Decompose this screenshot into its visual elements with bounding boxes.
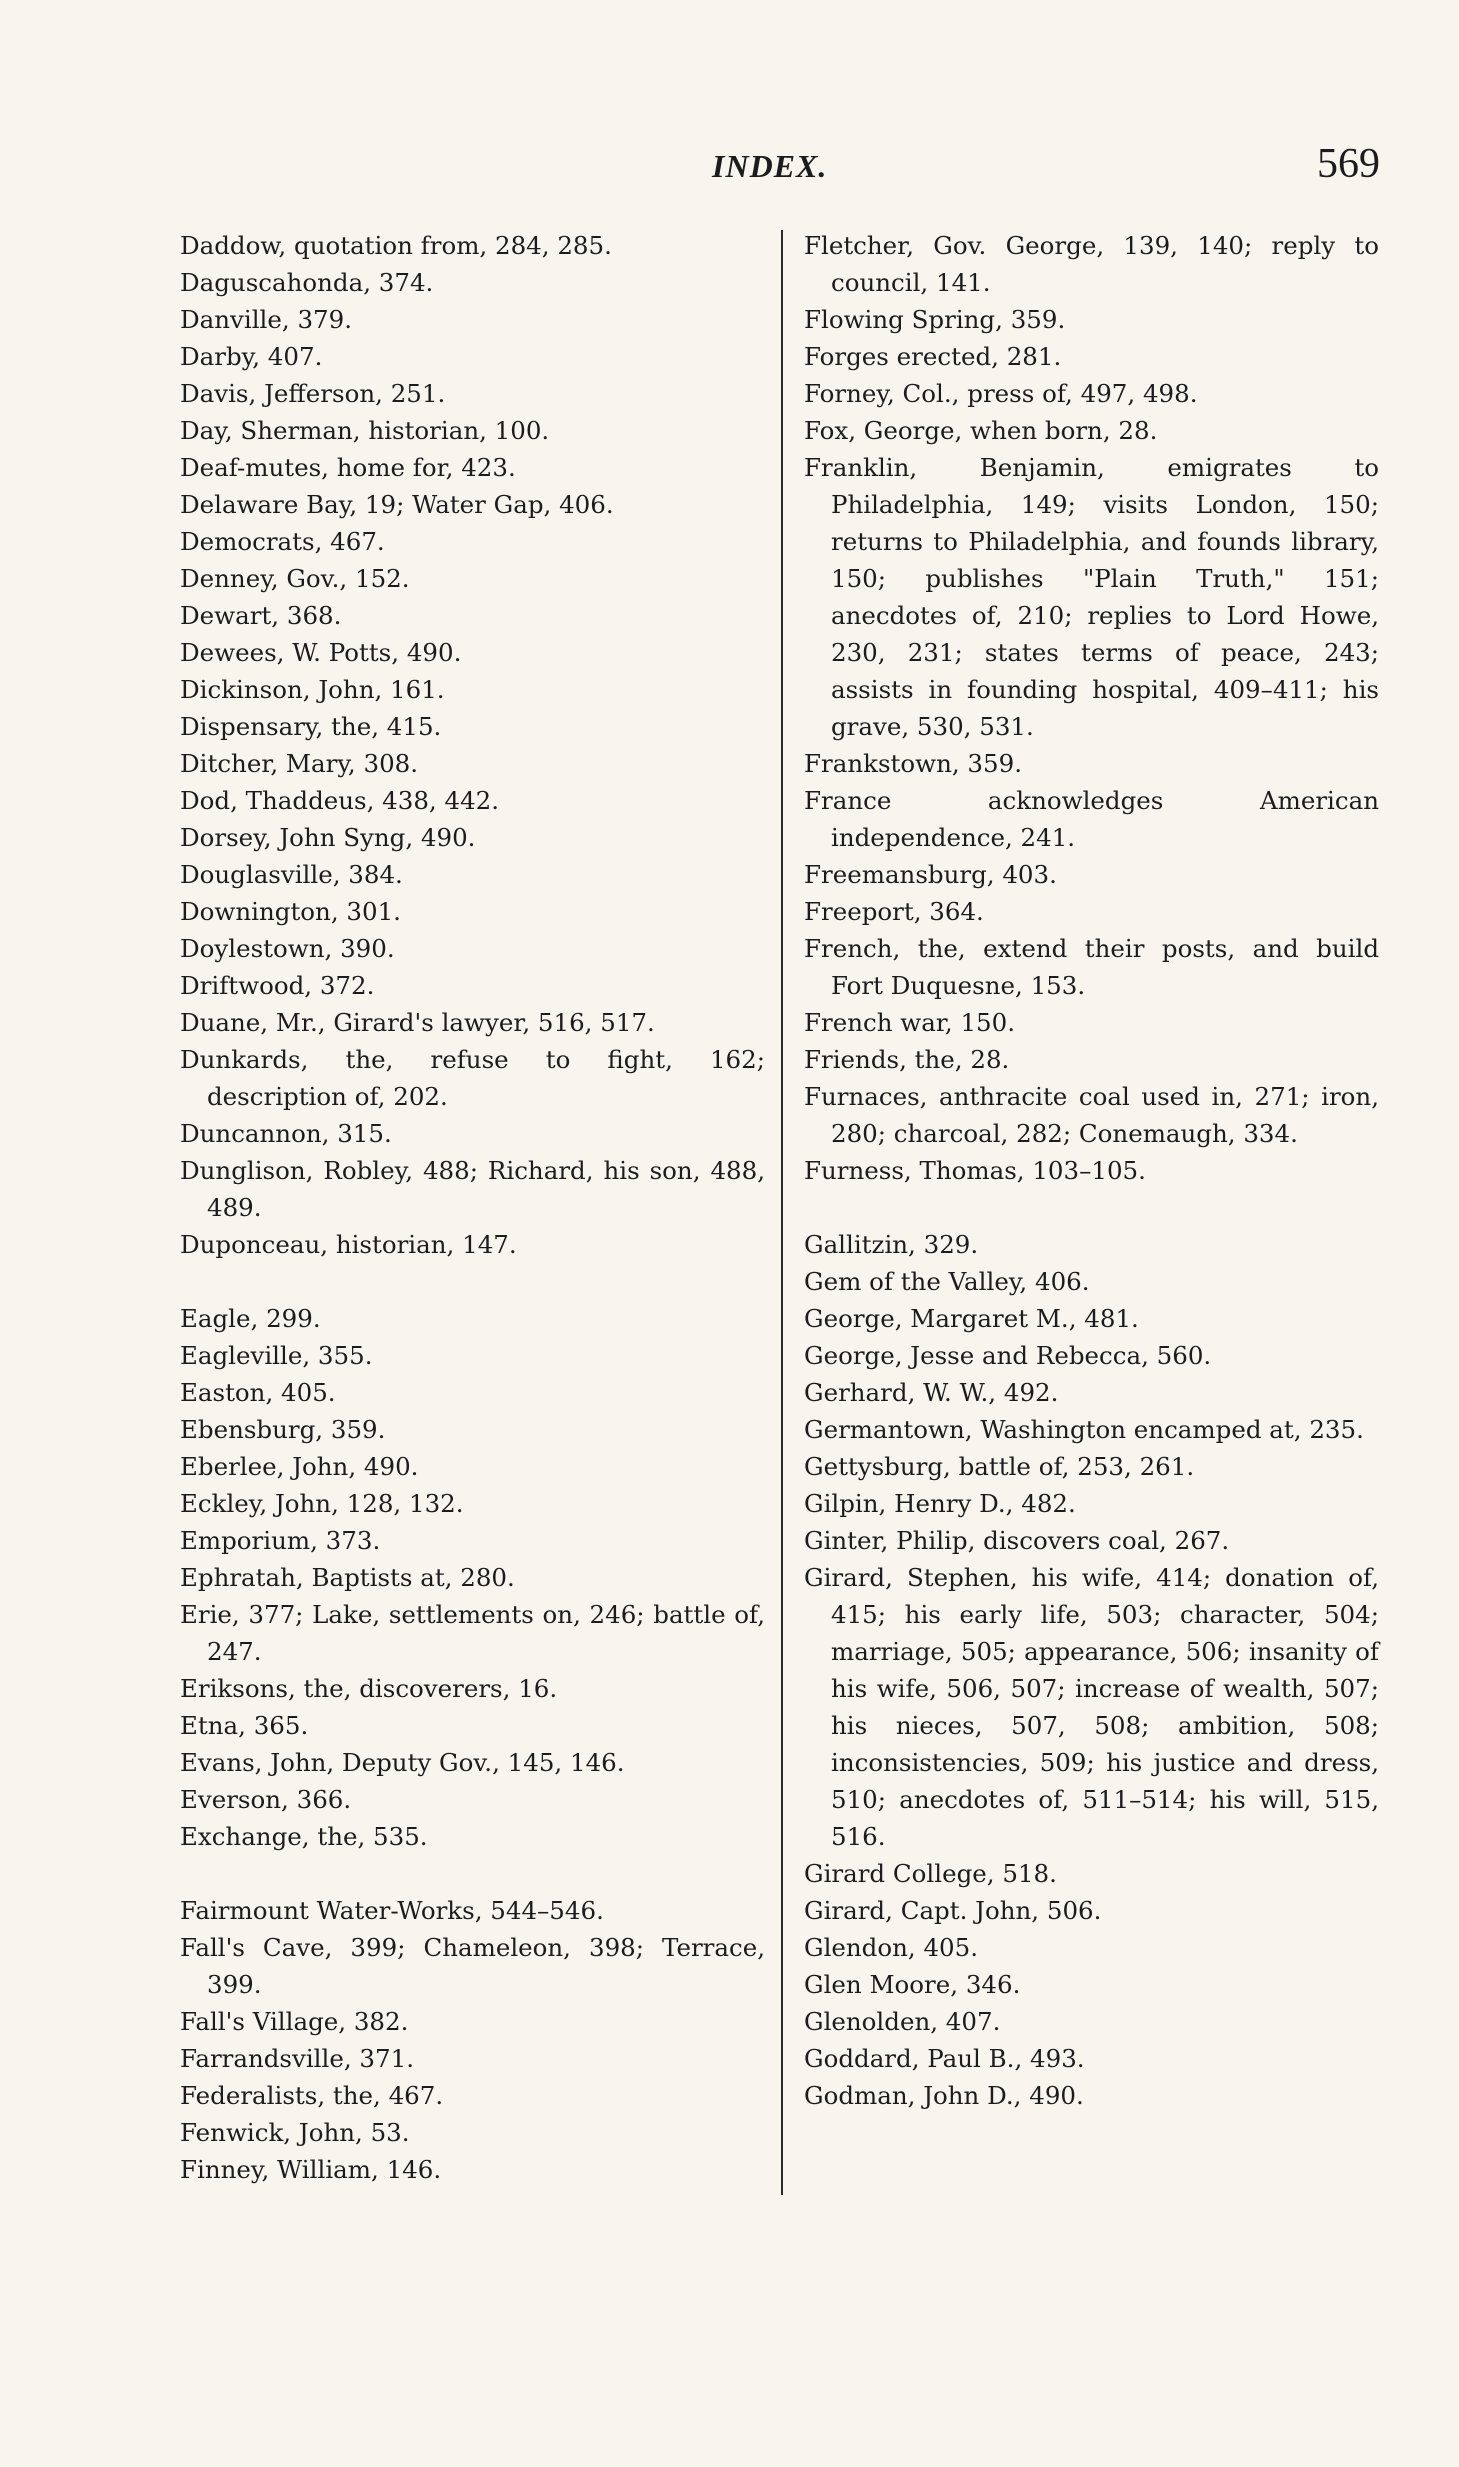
page-number: 569 — [1317, 141, 1380, 187]
index-entry: Evans, John, Deputy Gov., 145, 146. — [180, 1748, 625, 1777]
index-entry: Furness, Thomas, 103–105. — [804, 1156, 1146, 1185]
index-entry: Eagle, 299. — [180, 1304, 321, 1333]
index-entry: Delaware Bay, 19; Water Gap, 406. — [180, 490, 614, 519]
page-header — [0, 140, 1459, 200]
index-entry: Freeport, 364. — [804, 897, 984, 926]
index-entry: Dunkards, the, refuse to fight, 162; description of, 202. — [180, 1045, 765, 1111]
index-entry: Gem of the Valley, 406. — [804, 1267, 1090, 1296]
index-entry: Fox, George, when born, 28. — [804, 416, 1158, 445]
index-entry: Gerhard, W. W., 492. — [804, 1378, 1059, 1407]
index-entry: Etna, 365. — [180, 1711, 309, 1740]
index-entry: Exchange, the, 535. — [180, 1822, 428, 1851]
index-entry: Fletcher, Gov. George, 139, 140; reply to council, 141. — [804, 231, 1379, 297]
index-entry: Ginter, Philip, discovers coal, 267. — [804, 1526, 1230, 1555]
index-entry: Farrandsville, 371. — [180, 2044, 414, 2073]
index-entry: Dod, Thaddeus, 438, 442. — [180, 786, 500, 815]
index-entry: Fall's Cave, 399; Chameleon, 398; Terrace, 399. — [180, 1933, 765, 1999]
index-entry: Dewart, 368. — [180, 601, 342, 630]
index-entry: Everson, 366. — [180, 1785, 352, 1814]
running-title: INDEX. — [712, 148, 828, 184]
index-entry: Forges erected, 281. — [804, 342, 1062, 371]
index-entry: Deaf-mutes, home for, 423. — [180, 453, 516, 482]
index-column-right — [804, 227, 1379, 2114]
index-entry: Danville, 379. — [180, 305, 353, 334]
index-entry: Easton, 405. — [180, 1378, 336, 1407]
column-divider — [781, 230, 783, 2195]
index-entry: Doylestown, 390. — [180, 934, 395, 963]
index-entry: Duponceau, historian, 147. — [180, 1230, 517, 1259]
index-entry: Glenolden, 407. — [804, 2007, 1001, 2036]
index-entry: Daguscahonda, 374. — [180, 268, 434, 297]
index-entry: Girard, Capt. John, 506. — [804, 1896, 1102, 1925]
index-entry: Forney, Col., press of, 497, 498. — [804, 379, 1198, 408]
index-entry: Fenwick, John, 53. — [180, 2118, 410, 2147]
index-entry: Friends, the, 28. — [804, 1045, 1010, 1074]
index-entry: Ditcher, Mary, 308. — [180, 749, 419, 778]
index-entry: Emporium, 373. — [180, 1526, 381, 1555]
index-entry: Girard, Stephen, his wife, 414; donation of, 415; his early life, 503; character, 504; marriage, 505; appearance, 506; insanity of his wife, 506, 507; increase of wealth, 507; his nieces, 507, 508; ambition, 508; inconsistencies, 509; his justice and dress, 510; anecdotes of, 511–514; his will, 515, 516. — [804, 1563, 1379, 1851]
index-entry: Franklin, Benjamin, emigrates to Philadelphia, 149; visits London, 150; returns to Philadelphia, and founds library, 150; publishes "Plain Truth," 151; anecdotes of, 210; replies to Lord Howe, 230, 231; states terms of peace, 243; assists in founding hospital, 409–411; his grave, 530, 531. — [804, 453, 1379, 741]
index-entry: Fall's Village, 382. — [180, 2007, 409, 2036]
index-entry: Gettysburg, battle of, 253, 261. — [804, 1452, 1195, 1481]
index-entry: Goddard, Paul B., 493. — [804, 2044, 1085, 2073]
letter-section-gap — [180, 1263, 765, 1300]
index-entry: Daddow, quotation from, 284, 285. — [180, 231, 612, 260]
index-entry: Democrats, 467. — [180, 527, 385, 556]
index-entry: Duncannon, 315. — [180, 1119, 392, 1148]
index-entry: Freemansburg, 403. — [804, 860, 1057, 889]
index-entry: France acknowledges American independence, 241. — [804, 786, 1379, 852]
index-entry: Flowing Spring, 359. — [804, 305, 1066, 334]
index-entry: Finney, William, 146. — [180, 2155, 442, 2184]
index-entry: Duane, Mr., Girard's lawyer, 516, 517. — [180, 1008, 655, 1037]
index-entry: Gilpin, Henry D., 482. — [804, 1489, 1076, 1518]
index-entry: Davis, Jefferson, 251. — [180, 379, 446, 408]
letter-section-gap — [804, 1189, 1379, 1226]
index-entry: Ephratah, Baptists at, 280. — [180, 1563, 515, 1592]
index-entry: Godman, John D., 490. — [804, 2081, 1084, 2110]
index-entry: Day, Sherman, historian, 100. — [180, 416, 550, 445]
index-entry: Darby, 407. — [180, 342, 323, 371]
index-entry: Dunglison, Robley, 488; Richard, his son, 488, 489. — [180, 1156, 765, 1222]
index-entry: Eberlee, John, 490. — [180, 1452, 419, 1481]
index-entry: Furnaces, anthracite coal used in, 271; iron, 280; charcoal, 282; Conemaugh, 334. — [804, 1082, 1379, 1148]
index-entry: George, Jesse and Rebecca, 560. — [804, 1341, 1212, 1370]
index-entry: Eriksons, the, discoverers, 16. — [180, 1674, 558, 1703]
letter-section-gap — [180, 1855, 765, 1892]
index-entry: Driftwood, 372. — [180, 971, 375, 1000]
index-entry: Frankstown, 359. — [804, 749, 1022, 778]
index-entry: Glen Moore, 346. — [804, 1970, 1021, 1999]
index-entry: French, the, extend their posts, and build Fort Duquesne, 153. — [804, 934, 1379, 1000]
index-entry: Germantown, Washington encamped at, 235. — [804, 1415, 1364, 1444]
index-entry: Dickinson, John, 161. — [180, 675, 445, 704]
index-entry: Denney, Gov., 152. — [180, 564, 410, 593]
index-entry: Gallitzin, 329. — [804, 1230, 979, 1259]
index-entry: Girard College, 518. — [804, 1859, 1057, 1888]
index-entry: Ebensburg, 359. — [180, 1415, 386, 1444]
index-column-left — [180, 227, 765, 2188]
index-entry: Federalists, the, 467. — [180, 2081, 444, 2110]
index-entry: Fairmount Water-Works, 544–546. — [180, 1896, 604, 1925]
index-entry: Glendon, 405. — [804, 1933, 979, 1962]
index-entry: Dispensary, the, 415. — [180, 712, 442, 741]
index-entry: French war, 150. — [804, 1008, 1016, 1037]
index-entry: Erie, 377; Lake, settlements on, 246; battle of, 247. — [180, 1600, 765, 1666]
index-entry: George, Margaret M., 481. — [804, 1304, 1139, 1333]
index-entry: Downington, 301. — [180, 897, 401, 926]
index-entry: Dewees, W. Potts, 490. — [180, 638, 462, 667]
index-entry: Eckley, John, 128, 132. — [180, 1489, 464, 1518]
index-entry: Douglasville, 384. — [180, 860, 403, 889]
index-entry: Eagleville, 355. — [180, 1341, 373, 1370]
index-entry: Dorsey, John Syng, 490. — [180, 823, 476, 852]
